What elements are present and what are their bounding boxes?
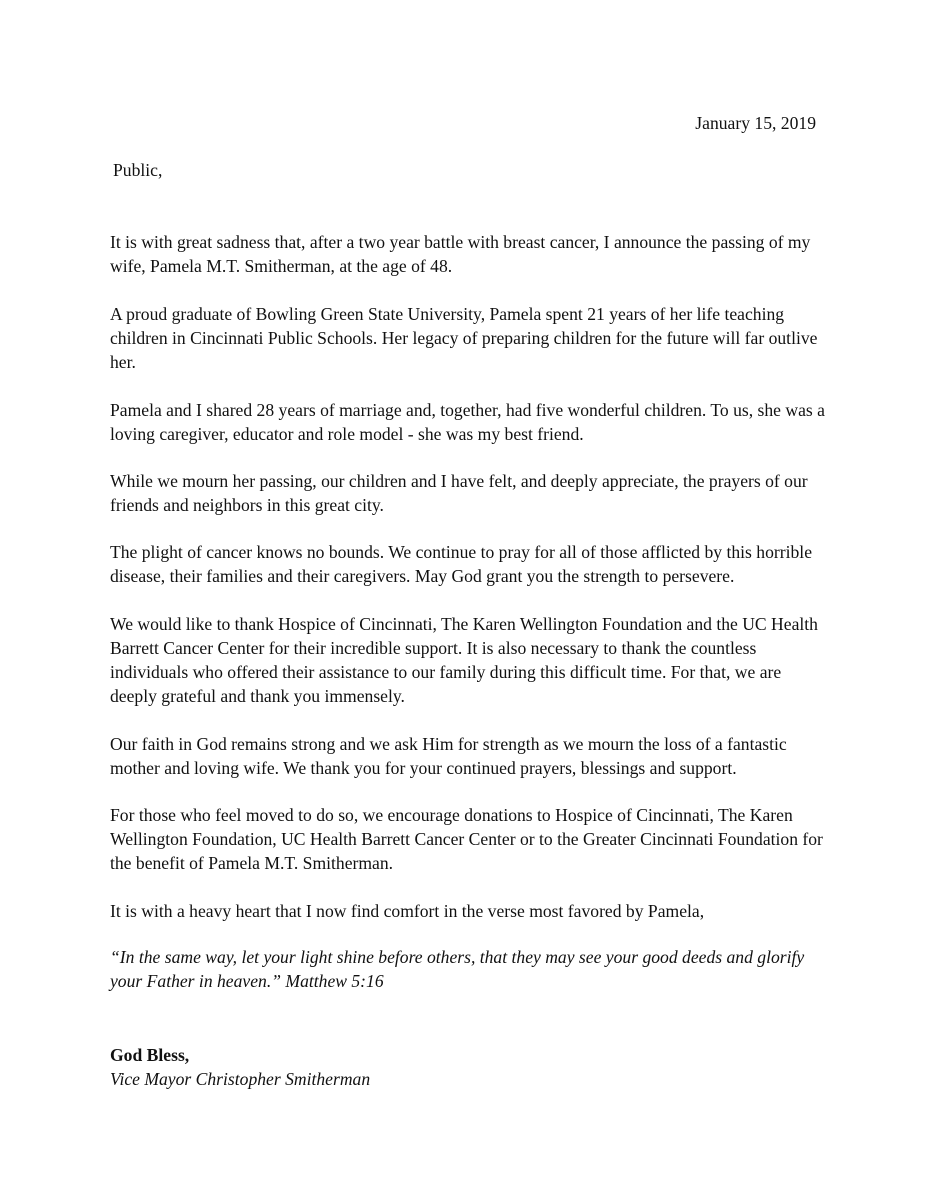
paragraph-education: A proud graduate of Bowling Green State University, Pamela spent 21 years of her life teaching children in Cincinnati Public Schools. Her legacy of preparing children for the future will far outlive her. <box>110 304 818 372</box>
salutation: Public, <box>113 160 163 180</box>
paragraph-faith: Our faith in God remains strong and we ask Him for strength as we mourn the loss of a fantastic mother and loving wife. We thank you for your continued prayers, blessings and support. <box>110 734 787 778</box>
paragraph-thanks: We would like to thank Hospice of Cincinnati, The Karen Wellington Foundation and the UC Health Barrett Cancer Center for their incredible support. It is also necessary to thank the countless individuals who offered their assistance to our family during this difficult time. For that, we are deeply grateful and thank you immensely. <box>110 614 818 706</box>
bible-verse-quote: “In the same way, let your light shine before others, that they may see your good deeds and glorify your Father in heaven.” Matthew 5:16 <box>110 947 805 991</box>
paragraph-mourning: While we mourn her passing, our children and I have felt, and deeply appreciate, the prayers of our friends and neighbors in this great city. <box>110 471 808 515</box>
paragraph-marriage: Pamela and I shared 28 years of marriage and, together, had five wonderful children. To us, she was a loving caregiver, educator and role model - she was my best friend. <box>110 400 825 444</box>
paragraph-announcement: It is with great sadness that, after a two year battle with breast cancer, I announce the passing of my wife, Pamela M.T. Smitherman, at the age of 48. <box>110 232 811 276</box>
paragraph-verse-intro: It is with a heavy heart that I now find comfort in the verse most favored by Pamela, <box>110 901 705 921</box>
letter-date: January 15, 2019 <box>695 113 816 133</box>
signoff: God Bless, <box>110 1045 190 1065</box>
paragraph-cancer: The plight of cancer knows no bounds. We continue to pray for all of those afflicted by this horrible disease, their families and their caregivers. May God grant you the strength to persevere. <box>110 542 812 586</box>
signer-name: Vice Mayor Christopher Smitherman <box>110 1069 371 1089</box>
paragraph-donations: For those who feel moved to do so, we encourage donations to Hospice of Cincinnati, The Karen Wellington Foundation, UC Health Barrett Cancer Center or to the Greater Cincinnati Foundation for the benefit of Pamela M.T. Smitherman. <box>110 805 823 873</box>
